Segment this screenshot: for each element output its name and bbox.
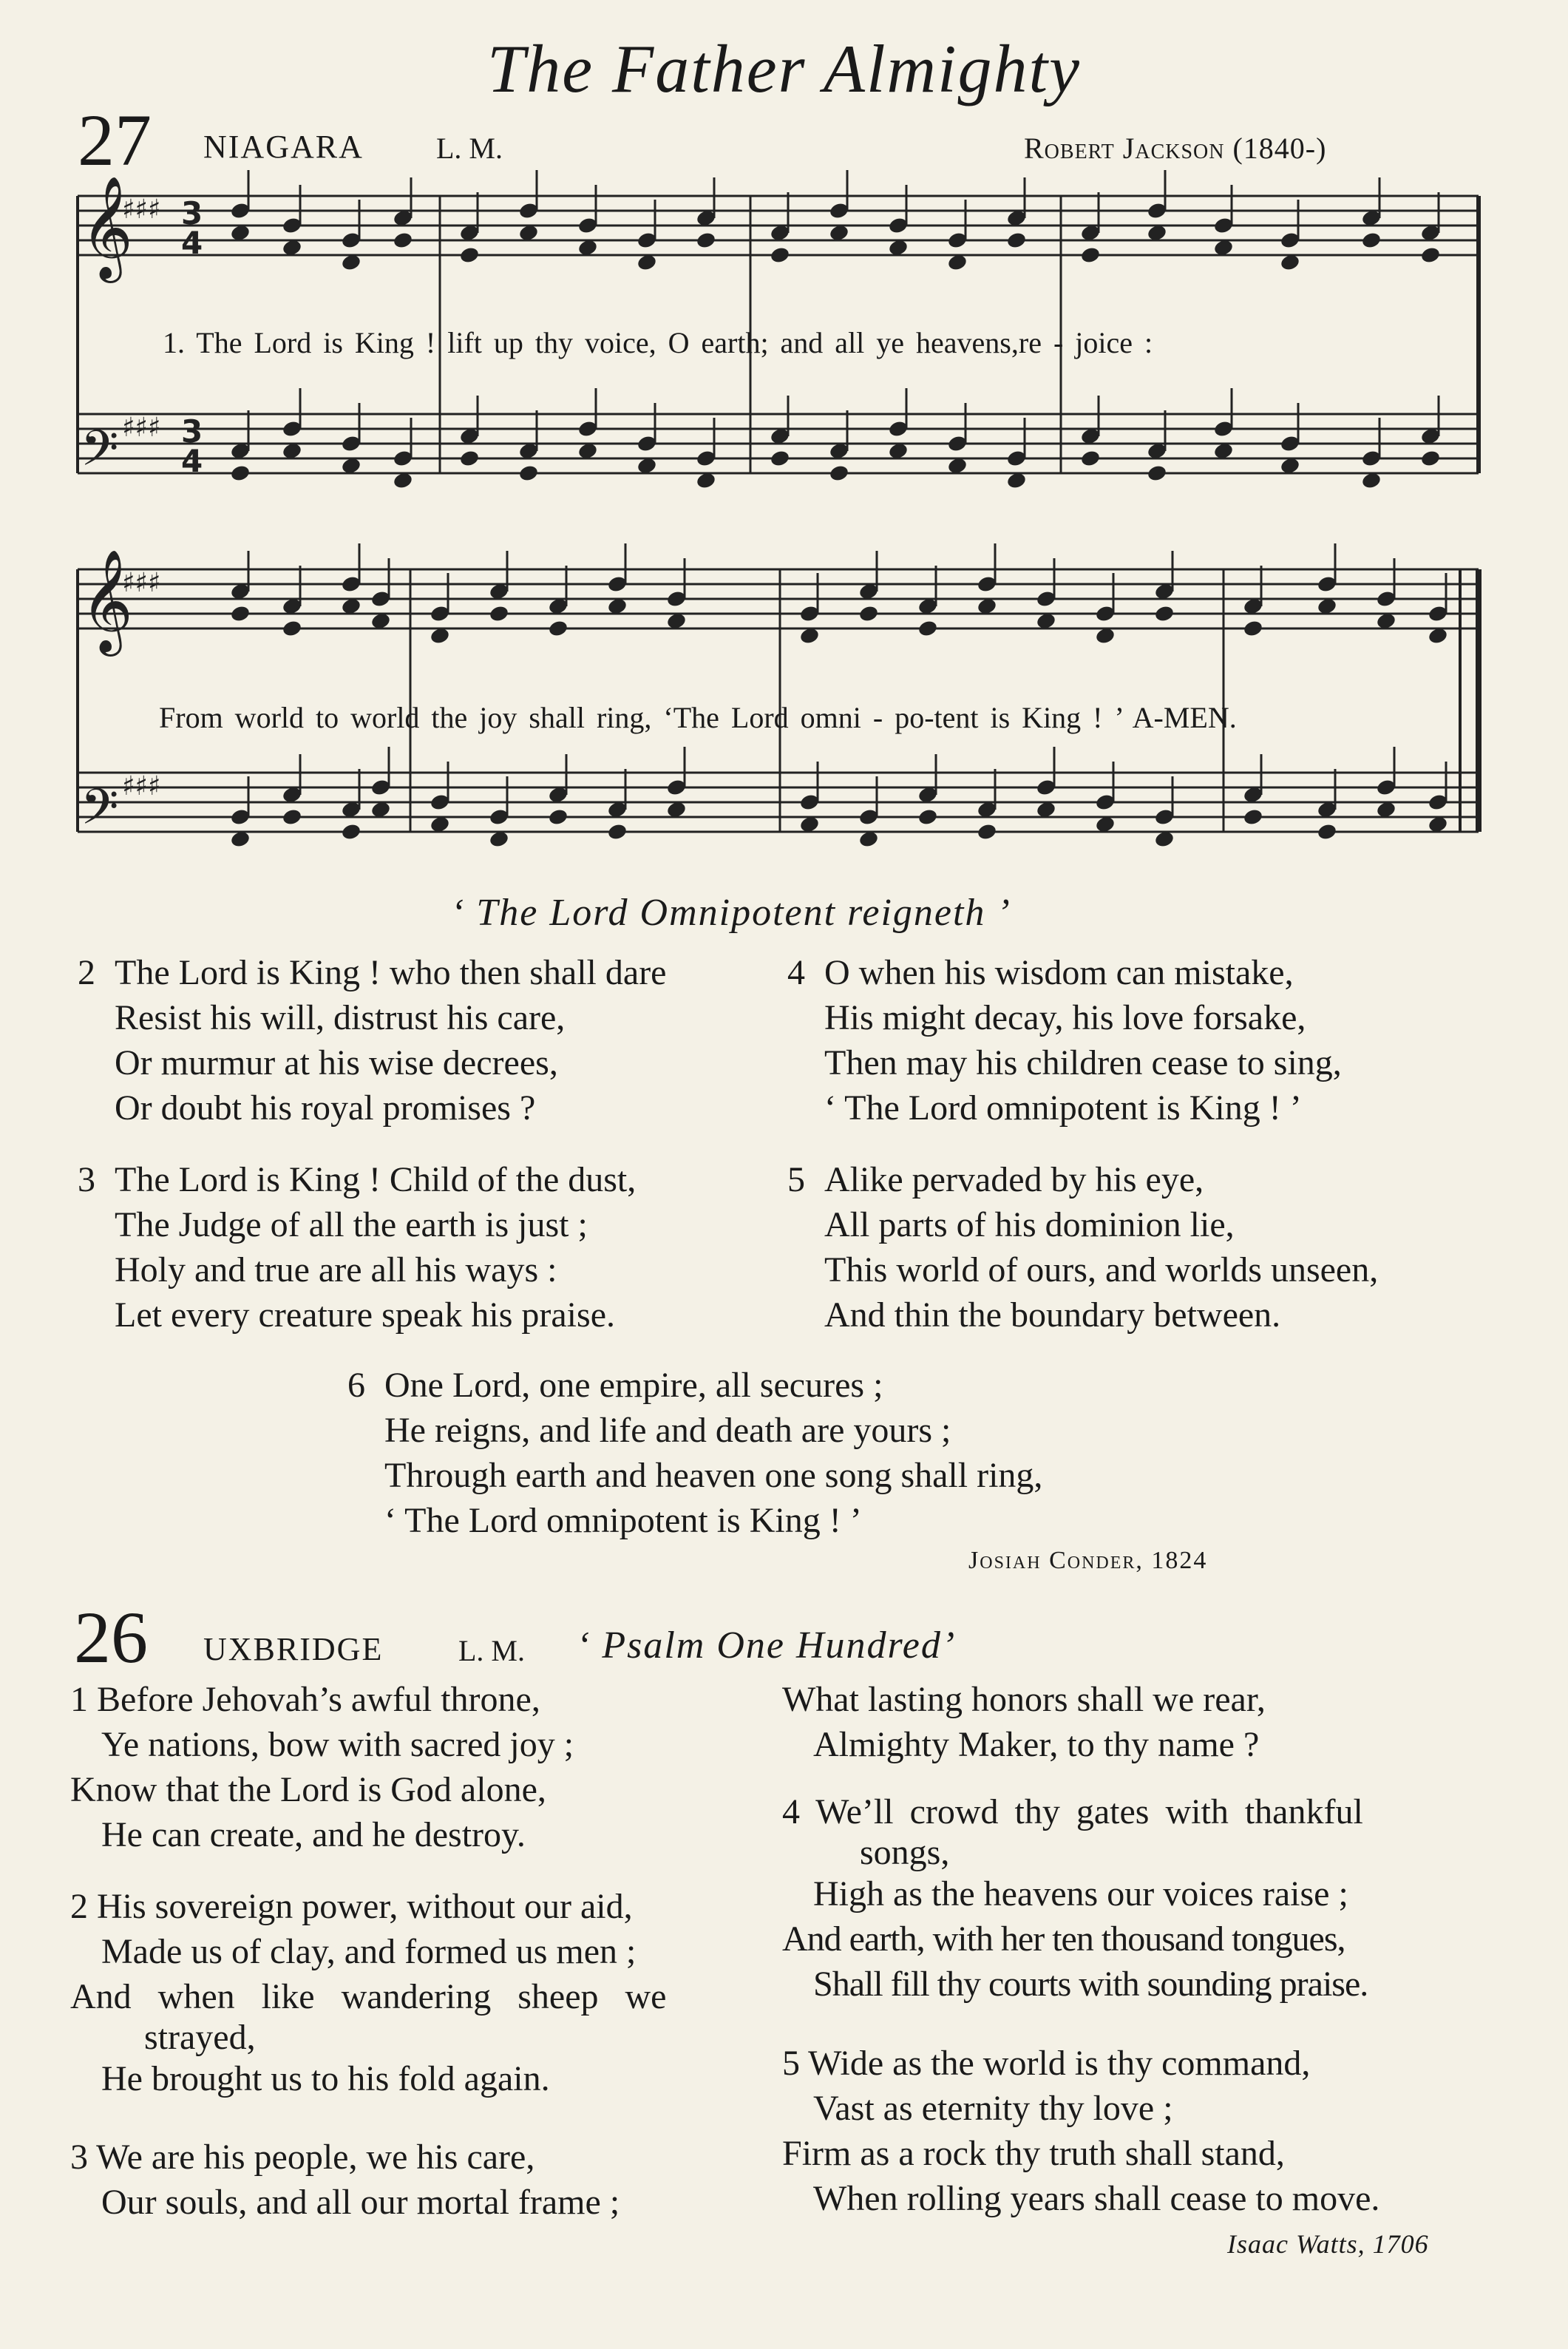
verse-number: 2 (70, 1887, 88, 1926)
verse-number: 5 (787, 1160, 805, 1199)
verse-line: Ye nations, bow with sacred joy ; (101, 1725, 574, 1764)
verse-line: strayed, (144, 2018, 256, 2057)
verse-line: One Lord, one empire, all secures ; (384, 1366, 883, 1405)
note-head (1420, 449, 1442, 467)
svg-text:4: 4 (181, 443, 203, 479)
hymn-27-composer: Robert Jackson (1840-) (1024, 132, 1327, 165)
hymn-27-tune: NIAGARA (203, 129, 364, 165)
verse-line: All parts of his dominion lie, (824, 1205, 1235, 1244)
verse-line: Wide as the world is thy command, (808, 2044, 1311, 2083)
verse-line: We are his people, we his care, (96, 2138, 535, 2177)
svg-text:♯♯♯: ♯♯♯ (122, 194, 161, 225)
verse-line: Through earth and heaven one song shall ring, (384, 1456, 1043, 1495)
note-head (1080, 245, 1102, 264)
verse-number: 4 (787, 953, 805, 992)
note-head (518, 464, 540, 482)
verse-line: He reigns, and life and death are yours ; (384, 1411, 951, 1450)
verse-number: 3 (70, 2138, 88, 2177)
lyric-line-1: 1. The Lord is King ! lift up thy voice, O earth; and all ye heavens,re - joice : (163, 326, 1153, 359)
verse-number: 6 (347, 1366, 365, 1405)
hymn-26-verse-3 (70, 2135, 620, 2225)
lyric-line-2: From world to world the joy shall ring, ‘The Lord omni - po-tent is King ! ’ A-MEN. (159, 701, 1237, 734)
verse-number: 3 (78, 1160, 95, 1199)
page-title: The Father Almighty (487, 31, 1081, 106)
note-head (770, 449, 791, 467)
note-head (917, 619, 939, 637)
verse-line: He can create, and he destroy. (101, 1815, 526, 1854)
note-head (977, 822, 998, 841)
note-head (282, 807, 303, 826)
verse-line: Let every creature speak his praise. (115, 1295, 615, 1335)
note-head (1243, 619, 1264, 637)
svg-text:𝄞: 𝄞 (81, 549, 133, 652)
svg-text:4: 4 (181, 225, 203, 261)
svg-text:𝄢: 𝄢 (81, 420, 119, 489)
hymn-26-verse-2 (70, 1884, 666, 2101)
hymn-26-meter: L. M. (458, 1634, 525, 1667)
note-head (230, 464, 251, 482)
hymn-26-author: Isaac Watts, 1706 (1227, 2229, 1429, 2259)
note-head (282, 619, 303, 637)
verse-line: Resist his will, distrust his care, (115, 998, 566, 1037)
note-head (1147, 464, 1168, 482)
verse-line: He brought us to his fold again. (101, 2059, 550, 2098)
verse-line: Or doubt his royal promises ? (115, 1088, 536, 1128)
svg-text:3: 3 (181, 413, 203, 450)
verse-line: When rolling years shall cease to move. (813, 2179, 1380, 2218)
verse-line: Made us of clay, and formed us men ; (101, 1932, 637, 1971)
verse-line: ‘ The Lord omnipotent is King ! ’ (384, 1501, 862, 1540)
verse-line: Then may his children cease to sing, (824, 1043, 1342, 1082)
hymn-27-subtitle: ‘ The Lord Omnipotent reigneth ’ (451, 892, 1011, 934)
verse-4 (787, 950, 1342, 1131)
verse-number: 2 (78, 953, 95, 992)
note-head (341, 822, 362, 841)
note-head (829, 464, 850, 482)
verse-3 (78, 1157, 636, 1338)
svg-text:♯♯♯: ♯♯♯ (122, 568, 161, 598)
note-head (1361, 231, 1382, 249)
music-score (70, 170, 1490, 895)
svg-text:♯♯♯: ♯♯♯ (122, 413, 161, 443)
verse-line: And when like wandering sheep we (70, 1977, 667, 2016)
hymn-26-verse-3-cont (782, 1677, 1266, 1767)
note-head (858, 604, 880, 623)
note-head (459, 245, 481, 264)
verse-line: Shall fill thy courts with sounding praise. (813, 1965, 1368, 2004)
verse-line: The Lord is King ! who then shall dare (115, 953, 667, 992)
note-head (1243, 807, 1264, 826)
hymn-26-number: 26 (74, 1596, 148, 1678)
verse-line: songs, (860, 1833, 950, 1872)
verse-line: The Judge of all the earth is just ; (115, 1205, 588, 1244)
verse-line: Before Jehovah’s awful throne, (97, 1680, 540, 1719)
verse-line: ‘ The Lord omnipotent is King ! ’ (824, 1088, 1302, 1128)
verse-line: Alike pervaded by his eye, (824, 1160, 1204, 1199)
verse-2 (78, 950, 666, 1131)
verse-line: What lasting honors shall we rear, (782, 1680, 1266, 1719)
verse-line: We’ll crowd thy gates with thankful (815, 1792, 1363, 1831)
note-head (696, 231, 717, 249)
hymn-27-author: Josiah Conder, 1824 (968, 1547, 1208, 1574)
svg-text:𝄢: 𝄢 (81, 779, 119, 847)
hymn-26-verse-4 (782, 1789, 1368, 2007)
hymn-27-meter: L. M. (436, 132, 503, 165)
verse-line: His sovereign power, without our aid, (97, 1887, 633, 1926)
verse-line: Vast as eternity thy love ; (813, 2089, 1173, 2128)
note-head (917, 807, 939, 826)
hymn-27-number: 27 (78, 99, 152, 181)
svg-text:𝄞: 𝄞 (81, 176, 133, 279)
note-head (1420, 245, 1442, 264)
verse-line: The Lord is King ! Child of the dust, (115, 1160, 637, 1199)
verse-line: Know that the Lord is God alone, (70, 1770, 546, 1809)
verse-line: Our souls, and all our mortal frame ; (101, 2183, 620, 2222)
verse-line: Holy and true are all his ways : (115, 1250, 557, 1289)
verse-line: And thin the boundary between. (824, 1295, 1281, 1335)
verse-number: 1 (70, 1680, 88, 1719)
note-head (548, 807, 569, 826)
verse-number: 4 (782, 1792, 800, 1831)
note-head (393, 231, 414, 249)
verse-line: Almighty Maker, to thy name ? (813, 1725, 1260, 1764)
hymn-26-verse-1 (70, 1677, 574, 1857)
note-head (1006, 231, 1028, 249)
verse-line: Firm as a rock thy truth shall stand, (782, 2134, 1285, 2173)
note-head (1080, 449, 1102, 467)
hymn-26-verse-5 (782, 2041, 1379, 2221)
note-head (230, 604, 251, 623)
verse-number: 5 (782, 2044, 800, 2083)
note-head (1317, 822, 1338, 841)
svg-text:3: 3 (181, 195, 203, 231)
verse-line: Or murmur at his wise decrees, (115, 1043, 558, 1082)
hymn-26-subtitle: ‘ Psalm One Hundred’ (577, 1624, 957, 1667)
note-head (459, 449, 481, 467)
note-head (770, 245, 791, 264)
note-head (548, 619, 569, 637)
music-score-svg (70, 170, 1490, 895)
verse-line: This world of ours, and worlds unseen, (824, 1250, 1379, 1289)
verse-line: O when his wisdom can mistake, (824, 953, 1294, 992)
note-head (1154, 604, 1175, 623)
verse-line: And earth, with her ten thousand tongues, (782, 1919, 1345, 1959)
verse-line: High as the heavens our voices raise ; (813, 1874, 1348, 1914)
verse-5 (787, 1157, 1378, 1338)
hymn-26-tune: UXBRIDGE (203, 1631, 384, 1667)
verse-line: His might decay, his love forsake, (824, 998, 1306, 1037)
svg-text:♯♯♯: ♯♯♯ (122, 771, 161, 801)
note-head (607, 822, 628, 841)
note-head (489, 604, 510, 623)
verse-6 (347, 1363, 1042, 1543)
